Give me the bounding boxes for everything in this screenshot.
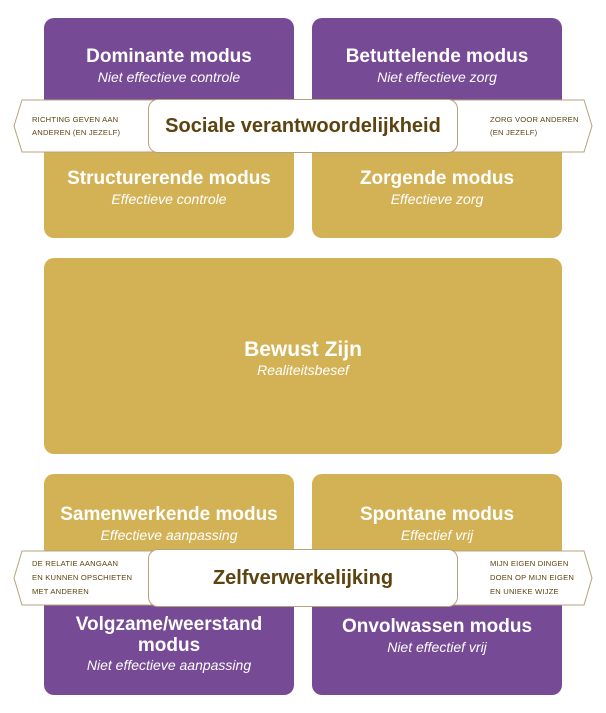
volgzaam-mode-subtitle: Niet effectieve aanpassing	[86, 657, 252, 673]
top-right-note-line2: (EN JEZELF)	[490, 128, 538, 137]
dominant-mode-title: Dominante modus	[86, 46, 252, 67]
spontaan-mode-title: Spontane modus	[359, 504, 515, 525]
top-left-note-line1: RICHTING GEVEN AAN	[32, 115, 119, 124]
zorgend-mode-title: Zorgende modus	[359, 168, 515, 189]
spontaan-mode-subtitle: Effectief vrij	[400, 527, 474, 543]
bottom-right-note	[444, 549, 594, 607]
volgzaam-mode-title-line1: Volgzame/weerstand	[75, 614, 263, 635]
top-left-note-line2: ANDEREN (EN JEZELF)	[32, 128, 121, 137]
zorgend-mode-subtitle: Effectieve zorg	[390, 191, 484, 207]
top-right-note	[444, 98, 594, 154]
onvolwassen-mode-title: Onvolwassen modus	[341, 616, 533, 637]
onvolwassen-mode-subtitle: Niet effectief vrij	[387, 639, 487, 655]
samenwerkend-mode-title: Samenwerkende modus	[60, 504, 278, 525]
bottom-right-note-line2: DOEN OP MIJN EIGEN	[490, 573, 575, 582]
bewust-zijn-title: Bewust Zijn	[244, 338, 362, 361]
bottom-right-note-line3: EN UNIEKE WIJZE	[490, 587, 559, 596]
bottom-right-note-line1: MIJN EIGEN DINGEN	[490, 559, 569, 568]
samenwerkend-mode-subtitle: Effectieve aanpassing	[100, 527, 238, 543]
bottom-left-note	[12, 549, 162, 607]
structurerend-mode-title: Structurerende modus	[67, 168, 271, 189]
volgzaam-mode-title-line2: modus	[137, 635, 201, 656]
betuttelend-mode-title: Betuttelende modus	[345, 46, 529, 67]
betuttelend-mode-subtitle: Niet effectieve zorg	[377, 69, 497, 85]
top-left-note	[12, 98, 162, 154]
bottom-left-note-line1: DE RELATIE AANGAAN	[32, 559, 119, 568]
top-banner: Sociale verantwoordelijkheid	[148, 99, 458, 153]
bottom-left-note-line2: EN KUNNEN OPSCHIETEN	[32, 573, 133, 582]
dominant-mode-subtitle: Niet effectieve controle	[97, 69, 241, 85]
top-right-note-line1: ZORG VOOR ANDEREN	[490, 115, 579, 124]
structurerend-mode-subtitle: Effectieve controle	[111, 191, 227, 207]
bottom-banner: Zelfverwerkelijking	[148, 549, 458, 607]
bottom-left-note-line3: MET ANDEREN	[32, 587, 89, 596]
bewust-zijn-subtitle: Realiteitsbesef	[257, 362, 349, 378]
bewust-zijn-box	[44, 258, 562, 454]
